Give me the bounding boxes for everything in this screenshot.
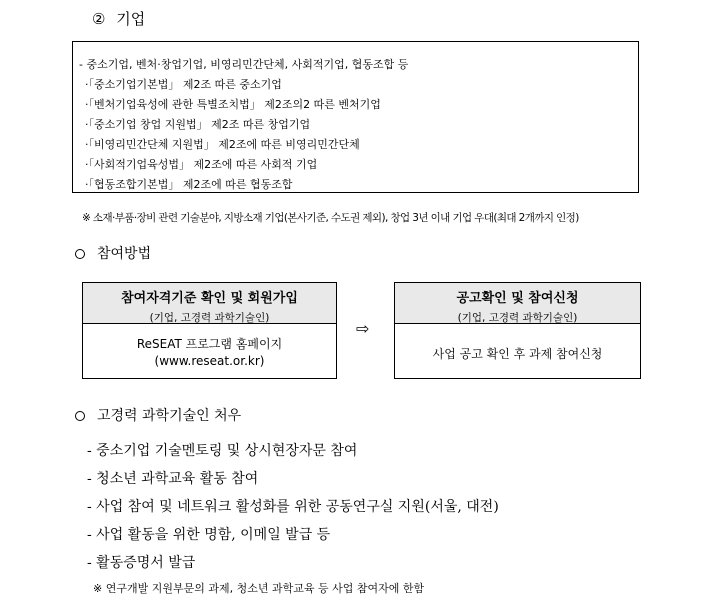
step1-body [83,324,336,370]
section-number: ② [92,10,106,28]
step2-body: 사업 공고 확인 후 과제 참여신청 [432,347,603,361]
benefits-heading-text: 고경력 과학기술인 처우 [97,408,242,424]
eligible-heading: - 중소기업, 벤처·창업기업, 비영리민간단체, 사회적기업, 협동조합 등 [79,58,409,71]
benefits-note: ※ 연구개발 지원부문의 과제, 청소년 과학교육 등 사업 참여자에 한함 [93,582,425,595]
eligible-item: ·「벤처기업육성에 관한 특별조치법」 제2조의2 따른 벤처기업 [85,98,381,111]
eligible-companies-box [72,41,639,193]
eligible-item: ·「사회적기업육성법」 제2조에 따른 사회적 기업 [85,158,318,171]
benefit-item: - 중소기업 기술멘토링 및 상시현장자문 참여 [87,443,358,459]
eligible-item: ·「협동조합기본법」 제2조에 따른 협동조합 [85,178,293,191]
benefit-item: - 사업 활동을 위한 명함, 이메일 발급 등 [87,527,331,543]
benefits-list [87,440,499,580]
eligible-item: ·「중소기업 창업 지원법」 제2조 따른 창업기업 [85,118,311,131]
eligible-item: ·「비영리민간단체 지원법」 제2조에 따른 비영리민간단체 [85,138,360,151]
benefit-item: - 사업 참여 및 네트워크 활성화를 위한 공동연구실 지원(서울, 대전) [87,499,499,515]
step1-box [82,282,337,379]
step2-header [395,283,640,324]
right-arrow-icon: ⇨ [356,319,370,338]
section-title-text: 기업 [116,10,146,28]
section-title [92,8,145,29]
benefit-item: - 청소년 과학교육 활동 참여 [87,471,259,487]
step1-title: 참여자격기준 확인 및 회원가입 [121,291,298,306]
step1-subtitle: (기업, 고경력 과학기술인) [149,312,270,324]
eligible-item: ·「중소기업기본법」 제2조 따른 중소기업 [85,78,282,91]
circle-bullet-icon [75,411,85,421]
step2-box [394,282,641,379]
priority-note: ※ 소재·부품·장비 관련 기술분야, 지방소재 기업(본사기준, 수도권 제외), 창업 3년 이내 기업 우대(최대 2개까지 인정) [82,212,579,224]
step2-subtitle: (기업, 고경력 과학기술인) [457,312,578,324]
step1-body-line1: ReSEAT 프로그램 홈페이지 [136,337,283,351]
participation-heading [75,243,151,263]
participation-heading-text: 참여방법 [97,246,152,262]
step1-header [83,283,336,324]
benefit-item: - 활동증명서 발급 [87,555,196,571]
step2-title: 공고확인 및 참여신청 [456,291,579,306]
circle-bullet-icon [75,249,85,259]
benefits-heading [75,405,241,425]
step1-url: (www.reseat.or.kr) [154,354,265,368]
